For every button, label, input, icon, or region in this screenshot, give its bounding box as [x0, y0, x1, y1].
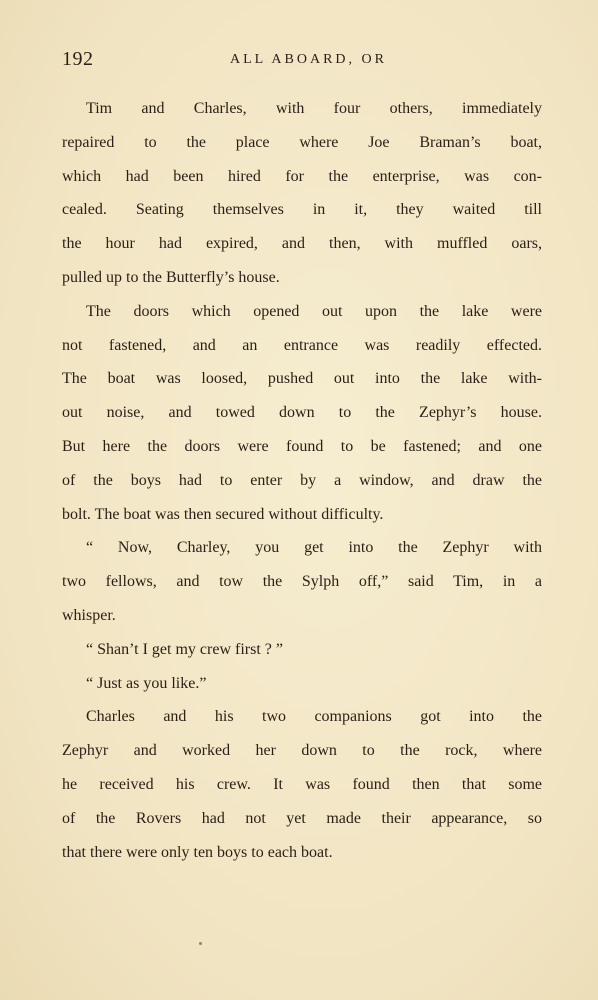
text-line: The boat was loosed, pushed out into the lake with- — [62, 370, 542, 388]
text-line: Zephyr and worked her down to the rock, where — [62, 742, 542, 760]
text-line: The doors which opened out upon the lake were — [86, 302, 542, 320]
text-line: whisper. — [62, 606, 116, 624]
text-line: out noise, and towed down to the Zephyr’s house. — [62, 404, 542, 422]
page-number: 192 — [62, 48, 94, 70]
text-line: the hour had expired, and then, with muffled oars, — [62, 235, 542, 253]
text-line: “ Now, Charley, you get into the Zephyr with — [86, 539, 542, 557]
running-title: ALL ABOARD, OR — [230, 52, 387, 67]
text-line: “ Shan’t I get my crew first ? ” — [86, 640, 283, 658]
paragraph-1 — [62, 100, 542, 303]
paper-speck — [199, 942, 202, 945]
paragraph-6 — [62, 708, 542, 877]
text-line: not fastened, and an entrance was readily effected. — [62, 336, 542, 354]
text-line: of the Rovers had not yet made their appearance, so — [62, 809, 542, 827]
text-line: of the boys had to enter by a window, and draw the — [62, 471, 542, 489]
text-line: bolt. The boat was then secured without difficulty. — [62, 505, 384, 523]
paragraph-2 — [62, 303, 542, 540]
text-line: Tim and Charles, with four others, immediately — [86, 100, 542, 117]
text-line: he received his crew. It was found then that some — [62, 775, 542, 793]
text-line: repaired to the place where Joe Braman’s boat, — [62, 133, 542, 151]
body-text — [62, 100, 542, 877]
text-line: “ Just as you like.” — [86, 674, 207, 692]
text-line: two fellows, and tow the Sylph off,” said Tim, in a — [62, 573, 542, 591]
text-line: But here the doors were found to be fastened; and one — [62, 437, 542, 455]
running-head — [62, 48, 542, 72]
text-line: pulled up to the Butterfly’s house. — [62, 268, 280, 286]
paragraph-5 — [62, 675, 542, 709]
text-line: that there were only ten boys to each boat. — [62, 843, 333, 861]
paragraph-4 — [62, 641, 542, 675]
text-line: cealed. Seating themselves in it, they waited till — [62, 201, 542, 219]
text-line: Charles and his two companions got into the — [86, 708, 542, 726]
text-line: which had been hired for the enterprise, was con- — [62, 167, 542, 185]
paragraph-3 — [62, 539, 542, 640]
